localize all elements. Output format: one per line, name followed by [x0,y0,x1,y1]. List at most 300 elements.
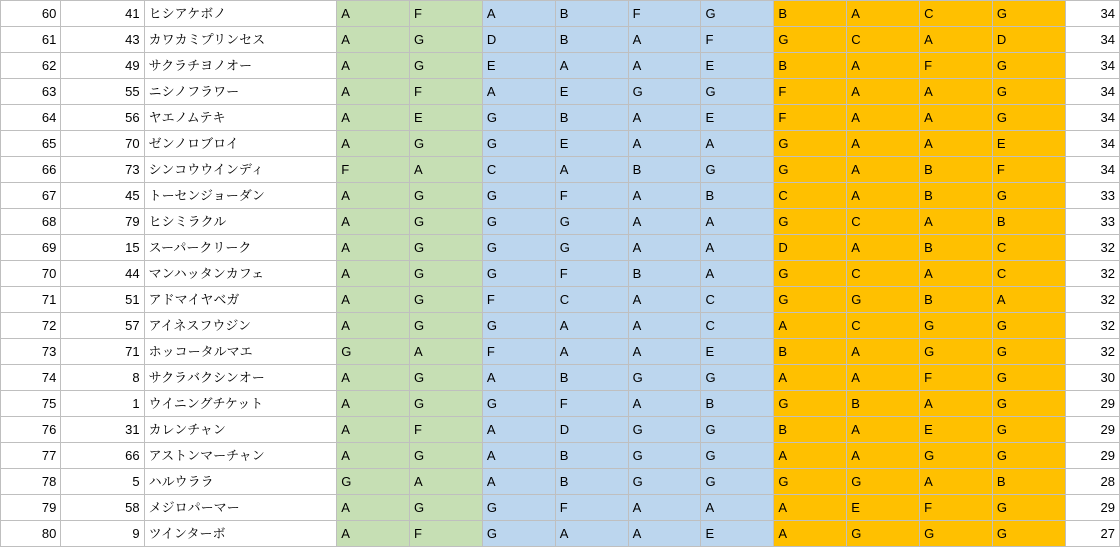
cell-grade: F [555,495,628,521]
cell-grade: F [774,105,847,131]
cell-grade: B [555,443,628,469]
cell-grade: A [847,339,920,365]
cell-grade: F [555,183,628,209]
cell-grade: G [410,443,483,469]
cell-total: 32 [1065,235,1119,261]
cell-grade: A [555,521,628,547]
cell-grade: A [628,339,701,365]
cell-grade: E [701,105,774,131]
cell-grade: G [774,391,847,417]
cell-grade: G [774,287,847,313]
cell-grade: G [337,339,410,365]
table-row [1,209,1120,235]
cell-grade: A [337,209,410,235]
cell-grade: C [992,261,1065,287]
cell-grade: B [774,339,847,365]
cell-grade: A [337,105,410,131]
cell-grade: G [555,235,628,261]
cell-grade: B [920,157,993,183]
table-row [1,157,1120,183]
cell-grade: A [920,261,993,287]
cell-grade: G [701,1,774,27]
table-row [1,235,1120,261]
cell-grade: G [992,417,1065,443]
cell-grade: A [920,105,993,131]
cell-grade: G [410,261,483,287]
cell-grade: B [628,261,701,287]
cell-id: 44 [61,261,144,287]
cell-grade: B [555,365,628,391]
cell-grade: A [337,521,410,547]
cell-grade: A [482,469,555,495]
cell-grade: E [992,131,1065,157]
cell-id: 8 [61,365,144,391]
cell-grade: B [920,235,993,261]
cell-total: 33 [1065,183,1119,209]
cell-total: 27 [1065,521,1119,547]
cell-id: 55 [61,79,144,105]
cell-grade: F [482,287,555,313]
cell-name: シンコウウインディ [144,157,337,183]
cell-grade: C [555,287,628,313]
cell-grade: A [628,27,701,53]
cell-grade: E [555,79,628,105]
cell-grade: A [555,53,628,79]
cell-rank: 73 [1,339,61,365]
cell-grade: A [628,183,701,209]
cell-grade: G [482,391,555,417]
cell-grade: A [847,105,920,131]
cell-grade: G [628,79,701,105]
cell-grade: G [628,365,701,391]
cell-grade: E [482,53,555,79]
cell-total: 29 [1065,495,1119,521]
cell-id: 79 [61,209,144,235]
cell-rank: 79 [1,495,61,521]
cell-grade: G [774,261,847,287]
cell-id: 45 [61,183,144,209]
cell-grade: G [992,183,1065,209]
table-row [1,521,1120,547]
cell-total: 34 [1065,131,1119,157]
cell-grade: A [628,287,701,313]
cell-grade: A [337,1,410,27]
cell-rank: 75 [1,391,61,417]
cell-id: 57 [61,313,144,339]
cell-grade: F [410,521,483,547]
cell-grade: A [701,495,774,521]
cell-grade: A [628,495,701,521]
cell-grade: G [920,339,993,365]
cell-grade: B [774,1,847,27]
cell-grade: G [337,469,410,495]
cell-grade: A [920,469,993,495]
cell-total: 34 [1065,27,1119,53]
cell-grade: A [337,391,410,417]
cell-id: 15 [61,235,144,261]
cell-grade: G [701,79,774,105]
cell-grade: A [774,495,847,521]
cell-grade: E [701,53,774,79]
cell-grade: G [628,443,701,469]
cell-grade: B [555,27,628,53]
cell-grade: A [337,443,410,469]
cell-grade: G [701,365,774,391]
cell-total: 29 [1065,391,1119,417]
cell-grade: A [847,157,920,183]
cell-grade: G [992,79,1065,105]
table-row [1,495,1120,521]
cell-grade: E [410,105,483,131]
cell-rank: 67 [1,183,61,209]
cell-rank: 69 [1,235,61,261]
cell-grade: G [920,521,993,547]
cell-rank: 80 [1,521,61,547]
cell-id: 31 [61,417,144,443]
cell-grade: G [847,469,920,495]
cell-grade: G [992,1,1065,27]
cell-grade: B [920,183,993,209]
table-row [1,261,1120,287]
cell-grade: A [555,313,628,339]
cell-grade: C [774,183,847,209]
cell-grade: F [774,79,847,105]
cell-grade: C [847,313,920,339]
cell-name: サクラバクシンオー [144,365,337,391]
cell-grade: A [410,157,483,183]
table-row [1,443,1120,469]
cell-grade: A [628,105,701,131]
cell-grade: F [628,1,701,27]
cell-grade: A [920,209,993,235]
cell-grade: A [337,287,410,313]
cell-grade: C [992,235,1065,261]
cell-grade: A [337,417,410,443]
cell-grade: G [920,313,993,339]
cell-id: 73 [61,157,144,183]
cell-grade: G [410,313,483,339]
cell-grade: F [920,365,993,391]
cell-grade: G [847,521,920,547]
cell-grade: B [847,391,920,417]
cell-grade: G [774,131,847,157]
cell-name: メジロパーマー [144,495,337,521]
cell-name: ハルウララ [144,469,337,495]
cell-grade: A [920,27,993,53]
cell-grade: G [410,391,483,417]
cell-grade: B [628,157,701,183]
table-row [1,469,1120,495]
cell-total: 30 [1065,365,1119,391]
cell-total: 34 [1065,157,1119,183]
cell-grade: A [774,313,847,339]
cell-grade: A [774,365,847,391]
cell-grade: A [337,27,410,53]
cell-rank: 78 [1,469,61,495]
table-row [1,53,1120,79]
cell-name: スーパークリーク [144,235,337,261]
cell-grade: B [774,417,847,443]
cell-grade: G [992,495,1065,521]
cell-grade: G [774,469,847,495]
cell-grade: A [337,313,410,339]
cell-rank: 63 [1,79,61,105]
cell-grade: F [410,79,483,105]
cell-grade: B [701,391,774,417]
cell-id: 43 [61,27,144,53]
cell-name: マンハッタンカフェ [144,261,337,287]
cell-grade: G [482,521,555,547]
cell-rank: 60 [1,1,61,27]
cell-grade: A [628,209,701,235]
table-row [1,79,1120,105]
cell-id: 49 [61,53,144,79]
cell-grade: C [847,261,920,287]
cell-grade: A [337,131,410,157]
cell-grade: A [628,53,701,79]
cell-grade: A [774,443,847,469]
cell-grade: G [482,495,555,521]
cell-grade: C [847,209,920,235]
cell-grade: F [410,417,483,443]
cell-grade: C [920,1,993,27]
cell-grade: A [628,391,701,417]
cell-grade: G [992,53,1065,79]
cell-name: アイネスフウジン [144,313,337,339]
cell-name: ゼンノロブロイ [144,131,337,157]
cell-grade: G [701,469,774,495]
cell-grade: G [410,235,483,261]
cell-grade: E [847,495,920,521]
cell-grade: G [774,27,847,53]
cell-grade: G [628,417,701,443]
cell-grade: A [847,1,920,27]
cell-grade: D [992,27,1065,53]
cell-grade: A [847,53,920,79]
table-row [1,365,1120,391]
cell-total: 29 [1065,443,1119,469]
cell-rank: 72 [1,313,61,339]
cell-grade: A [337,79,410,105]
cell-grade: C [482,157,555,183]
cell-grade: A [701,235,774,261]
cell-name: カレンチャン [144,417,337,443]
cell-grade: D [482,27,555,53]
cell-grade: G [701,417,774,443]
cell-grade: F [992,157,1065,183]
cell-grade: G [482,131,555,157]
cell-name: ホッコータルマエ [144,339,337,365]
cell-grade: G [774,157,847,183]
cell-grade: A [628,313,701,339]
table-row [1,1,1120,27]
cell-grade: A [337,365,410,391]
cell-grade: A [482,79,555,105]
cell-id: 41 [61,1,144,27]
cell-name: トーセンジョーダン [144,183,337,209]
cell-rank: 61 [1,27,61,53]
cell-grade: A [410,469,483,495]
cell-total: 32 [1065,313,1119,339]
cell-grade: G [410,495,483,521]
cell-grade: G [992,365,1065,391]
cell-grade: F [701,27,774,53]
cell-rank: 77 [1,443,61,469]
cell-grade: A [992,287,1065,313]
table-row [1,417,1120,443]
cell-grade: A [337,495,410,521]
cell-grade: A [920,79,993,105]
cell-grade: G [920,443,993,469]
cell-grade: A [847,365,920,391]
cell-grade: F [337,157,410,183]
cell-name: ヒシアケボノ [144,1,337,27]
cell-total: 32 [1065,339,1119,365]
cell-grade: G [410,27,483,53]
cell-name: サクラチヨノオー [144,53,337,79]
cell-grade: A [628,235,701,261]
cell-rank: 74 [1,365,61,391]
cell-grade: A [847,443,920,469]
cell-rank: 62 [1,53,61,79]
cell-total: 34 [1065,79,1119,105]
cell-grade: D [555,417,628,443]
cell-grade: F [410,1,483,27]
cell-grade: F [482,339,555,365]
cell-grade: E [920,417,993,443]
cell-grade: F [555,261,628,287]
cell-grade: F [920,53,993,79]
cell-grade: B [555,469,628,495]
cell-grade: A [920,131,993,157]
cell-grade: E [701,521,774,547]
cell-grade: A [482,365,555,391]
cell-grade: D [774,235,847,261]
cell-grade: G [628,469,701,495]
table-row [1,287,1120,313]
table-row [1,105,1120,131]
cell-grade: G [992,391,1065,417]
table-row [1,183,1120,209]
cell-total: 32 [1065,261,1119,287]
cell-rank: 64 [1,105,61,131]
cell-id: 58 [61,495,144,521]
cell-id: 9 [61,521,144,547]
cell-grade: A [337,53,410,79]
cell-rank: 65 [1,131,61,157]
cell-grade: B [992,209,1065,235]
cell-grade: G [992,443,1065,469]
table-row [1,339,1120,365]
cell-grade: G [847,287,920,313]
cell-grade: A [337,183,410,209]
cell-name: ツインターボ [144,521,337,547]
cell-grade: G [410,209,483,235]
cell-grade: G [774,209,847,235]
cell-grade: A [847,79,920,105]
cell-grade: A [774,521,847,547]
cell-grade: G [992,313,1065,339]
cell-grade: A [847,417,920,443]
cell-grade: A [847,131,920,157]
cell-grade: A [701,209,774,235]
cell-grade: C [701,287,774,313]
cell-grade: G [555,209,628,235]
table-row [1,313,1120,339]
cell-grade: A [337,235,410,261]
cell-grade: G [410,287,483,313]
cell-total: 32 [1065,287,1119,313]
cell-grade: A [482,1,555,27]
cell-grade: A [482,443,555,469]
cell-grade: A [410,339,483,365]
cell-name: カワカミプリンセス [144,27,337,53]
cell-grade: A [555,157,628,183]
cell-grade: B [774,53,847,79]
cell-grade: G [410,53,483,79]
cell-grade: C [847,27,920,53]
cell-id: 66 [61,443,144,469]
cell-name: ウイニングチケット [144,391,337,417]
cell-grade: A [920,391,993,417]
cell-grade: A [337,261,410,287]
cell-grade: G [992,521,1065,547]
cell-rank: 71 [1,287,61,313]
cell-name: ヒシミラクル [144,209,337,235]
cell-grade: G [482,209,555,235]
cell-grade: A [701,261,774,287]
cell-grade: G [701,443,774,469]
cell-grade: A [847,183,920,209]
cell-id: 56 [61,105,144,131]
cell-id: 70 [61,131,144,157]
cell-grade: G [410,131,483,157]
cell-total: 34 [1065,53,1119,79]
cell-name: ヤエノムテキ [144,105,337,131]
cell-rank: 76 [1,417,61,443]
cell-total: 33 [1065,209,1119,235]
cell-grade: A [701,131,774,157]
cell-grade: G [992,105,1065,131]
cell-grade: G [482,235,555,261]
cell-grade: A [847,235,920,261]
cell-rank: 66 [1,157,61,183]
cell-name: ニシノフラワー [144,79,337,105]
cell-grade: A [555,339,628,365]
table-row [1,131,1120,157]
cell-grade: B [701,183,774,209]
table-row [1,391,1120,417]
cell-grade: G [482,183,555,209]
cell-grade: G [482,105,555,131]
cell-id: 71 [61,339,144,365]
cell-name: アストンマーチャン [144,443,337,469]
cell-grade: A [628,521,701,547]
cell-grade: B [555,105,628,131]
cell-rank: 68 [1,209,61,235]
cell-total: 34 [1065,105,1119,131]
cell-grade: B [992,469,1065,495]
cell-total: 34 [1065,1,1119,27]
cell-name: アドマイヤベガ [144,287,337,313]
cell-grade: E [701,339,774,365]
cell-grade: F [920,495,993,521]
cell-total: 29 [1065,417,1119,443]
table-row [1,27,1120,53]
cell-id: 51 [61,287,144,313]
cell-grade: F [555,391,628,417]
cell-grade: G [701,157,774,183]
